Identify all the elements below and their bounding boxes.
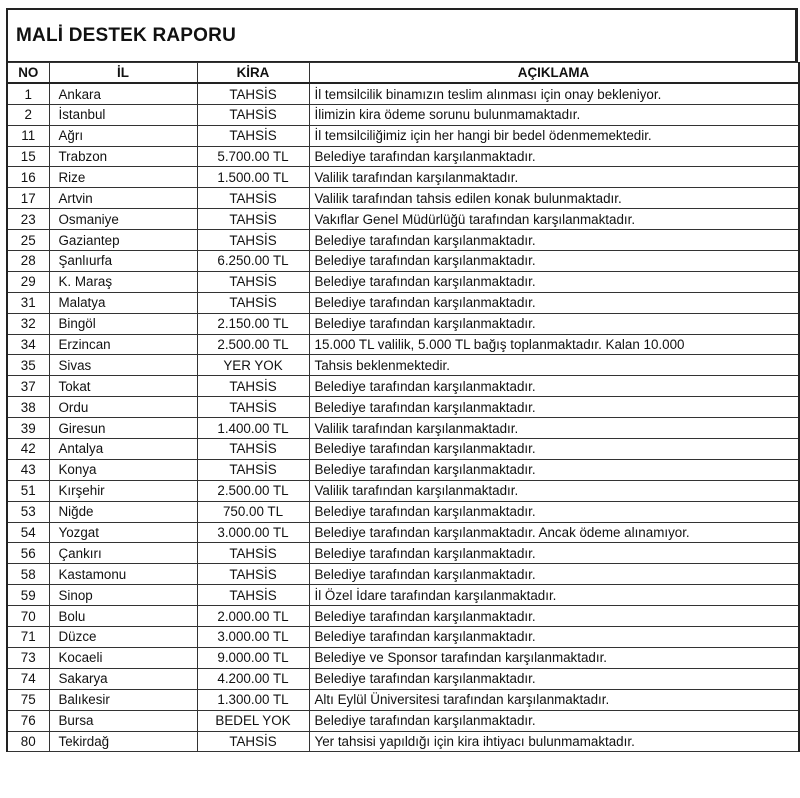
cell-il[interactable]: Kastamonu [49, 564, 197, 585]
cell-il[interactable]: Çankırı [49, 543, 197, 564]
cell-kira[interactable]: 9.000.00 TL [197, 647, 309, 668]
cell-kira[interactable]: TAHSİS [197, 83, 309, 104]
cell-no[interactable]: 2 [7, 104, 49, 125]
cell-aciklama[interactable]: Belediye tarafından karşılanmaktadır. [309, 710, 799, 731]
cell-il[interactable]: Yozgat [49, 522, 197, 543]
cell-aciklama[interactable]: Valilik tarafından karşılanmaktadır. [309, 167, 799, 188]
cell-il[interactable]: Erzincan [49, 334, 197, 355]
cell-aciklama[interactable]: Belediye tarafından karşılanmaktadır. [309, 501, 799, 522]
cell-aciklama[interactable]: İlimizin kira ödeme sorunu bulunmamaktadır. [309, 104, 799, 125]
cell-il[interactable]: Bursa [49, 710, 197, 731]
cell-no[interactable]: 29 [7, 271, 49, 292]
cell-aciklama[interactable]: Altı Eylül Üniversitesi tarafından karşılanmaktadır. [309, 689, 799, 710]
report-title-box [6, 8, 798, 62]
cell-aciklama[interactable]: Yer tahsisi yapıldığı için kira ihtiyacı bulunmamaktadır. [309, 731, 799, 752]
cell-il[interactable]: Malatya [49, 292, 197, 313]
table-row [7, 522, 799, 543]
header-no[interactable]: NO [7, 63, 49, 84]
cell-kira[interactable]: TAHSİS [197, 543, 309, 564]
cell-aciklama[interactable]: Belediye tarafından karşılanmaktadır. [309, 439, 799, 460]
cell-aciklama[interactable]: Belediye ve Sponsor tarafından karşılanmaktadır. [309, 647, 799, 668]
cell-il[interactable]: Düzce [49, 627, 197, 648]
cell-aciklama[interactable]: Belediye tarafından karşılanmaktadır. [309, 459, 799, 480]
cell-aciklama[interactable]: Belediye tarafından karşılanmaktadır. [309, 230, 799, 251]
table-row [7, 167, 799, 188]
cell-kira[interactable]: TAHSİS [197, 188, 309, 209]
table-row [7, 251, 799, 272]
cell-aciklama[interactable]: Belediye tarafından karşılanmaktadır. [309, 543, 799, 564]
table-row [7, 480, 799, 501]
cell-kira[interactable]: TAHSİS [197, 104, 309, 125]
cell-no[interactable]: 32 [7, 313, 49, 334]
cell-aciklama[interactable]: İl temsilciliğimiz için her hangi bir bedel ödenmemektedir. [309, 125, 799, 146]
cell-no[interactable]: 28 [7, 251, 49, 272]
cell-no[interactable]: 58 [7, 564, 49, 585]
header-kira[interactable]: KİRA [197, 63, 309, 84]
cell-il[interactable]: Bingöl [49, 313, 197, 334]
cell-il[interactable]: Şanlıurfa [49, 251, 197, 272]
cell-kira[interactable]: TAHSİS [197, 271, 309, 292]
cell-no[interactable]: 42 [7, 439, 49, 460]
cell-no[interactable]: 59 [7, 585, 49, 606]
cell-kira[interactable]: TAHSİS [197, 564, 309, 585]
table-row [7, 668, 799, 689]
table-row [7, 627, 799, 648]
cell-no[interactable]: 1 [7, 83, 49, 104]
table-row [7, 439, 799, 460]
cell-no[interactable]: 70 [7, 606, 49, 627]
cell-kira[interactable]: BEDEL YOK [197, 710, 309, 731]
cell-kira[interactable]: 6.250.00 TL [197, 251, 309, 272]
cell-aciklama[interactable]: Tahsis beklenmektedir. [309, 355, 799, 376]
report-sheet [6, 8, 798, 752]
report-table [6, 62, 800, 752]
cell-aciklama[interactable]: Belediye tarafından karşılanmaktadır. [309, 251, 799, 272]
cell-aciklama[interactable]: Belediye tarafından karşılanmaktadır. [309, 606, 799, 627]
table-row [7, 104, 799, 125]
table-row [7, 334, 799, 355]
table-row [7, 689, 799, 710]
cell-il[interactable]: Konya [49, 459, 197, 480]
table-row [7, 501, 799, 522]
cell-kira[interactable]: 4.200.00 TL [197, 668, 309, 689]
cell-aciklama[interactable]: Belediye tarafından karşılanmaktadır. [309, 397, 799, 418]
cell-kira[interactable]: 3.000.00 TL [197, 522, 309, 543]
cell-aciklama[interactable]: Valilik tarafından tahsis edilen konak bulunmaktadır. [309, 188, 799, 209]
cell-aciklama[interactable]: Belediye tarafından karşılanmaktadır. [309, 376, 799, 397]
cell-aciklama[interactable]: İl temsilcilik binamızın teslim alınması için onay bekleniyor. [309, 83, 799, 104]
table-row [7, 83, 799, 104]
table-row [7, 543, 799, 564]
cell-aciklama[interactable]: 15.000 TL valilik, 5.000 TL bağış toplanmaktadır. Kalan 10.000 [309, 334, 799, 355]
cell-no[interactable]: 74 [7, 668, 49, 689]
cell-no[interactable]: 39 [7, 418, 49, 439]
cell-kira[interactable]: 2.150.00 TL [197, 313, 309, 334]
cell-aciklama[interactable]: Belediye tarafından karşılanmaktadır. [309, 627, 799, 648]
cell-il[interactable]: Bolu [49, 606, 197, 627]
cell-kira[interactable]: TAHSİS [197, 230, 309, 251]
cell-il[interactable]: Osmaniye [49, 209, 197, 230]
cell-no[interactable]: 31 [7, 292, 49, 313]
cell-aciklama[interactable]: Belediye tarafından karşılanmaktadır. Ancak ödeme alınamıyor. [309, 522, 799, 543]
cell-no[interactable]: 38 [7, 397, 49, 418]
cell-il[interactable]: Giresun [49, 418, 197, 439]
cell-il[interactable]: Ankara [49, 83, 197, 104]
cell-aciklama[interactable]: Belediye tarafından karşılanmaktadır. [309, 668, 799, 689]
cell-no[interactable]: 25 [7, 230, 49, 251]
table-row [7, 459, 799, 480]
cell-il[interactable]: Gaziantep [49, 230, 197, 251]
table-row [7, 606, 799, 627]
table-row [7, 125, 799, 146]
header-aciklama[interactable]: AÇIKLAMA [309, 63, 799, 84]
cell-aciklama[interactable]: Belediye tarafından karşılanmaktadır. [309, 292, 799, 313]
table-row [7, 209, 799, 230]
cell-no[interactable]: 75 [7, 689, 49, 710]
cell-aciklama[interactable]: Belediye tarafından karşılanmaktadır. [309, 564, 799, 585]
table-row [7, 647, 799, 668]
cell-kira[interactable]: TAHSİS [197, 439, 309, 460]
cell-no[interactable]: 54 [7, 522, 49, 543]
cell-il[interactable]: Sivas [49, 355, 197, 376]
cell-kira[interactable]: TAHSİS [197, 397, 309, 418]
cell-aciklama[interactable]: Vakıflar Genel Müdürlüğü tarafından karşılanmaktadır. [309, 209, 799, 230]
cell-il[interactable]: Trabzon [49, 146, 197, 167]
cell-aciklama[interactable]: İl Özel İdare tarafından karşılanmaktadır. [309, 585, 799, 606]
cell-kira[interactable]: 1.400.00 TL [197, 418, 309, 439]
cell-kira[interactable]: TAHSİS [197, 292, 309, 313]
cell-no[interactable]: 34 [7, 334, 49, 355]
cell-kira[interactable]: 2.500.00 TL [197, 480, 309, 501]
cell-no[interactable]: 71 [7, 627, 49, 648]
table-row [7, 355, 799, 376]
report-title: MALİ DESTEK RAPORU [16, 24, 236, 46]
cell-no[interactable]: 16 [7, 167, 49, 188]
table-row [7, 313, 799, 334]
cell-no[interactable]: 80 [7, 731, 49, 752]
cell-no[interactable]: 53 [7, 501, 49, 522]
cell-kira[interactable]: TAHSİS [197, 209, 309, 230]
cell-no[interactable]: 23 [7, 209, 49, 230]
cell-kira[interactable]: 5.700.00 TL [197, 146, 309, 167]
cell-no[interactable]: 56 [7, 543, 49, 564]
cell-no[interactable]: 15 [7, 146, 49, 167]
cell-aciklama[interactable]: Valilik tarafından karşılanmaktadır. [309, 480, 799, 501]
cell-il[interactable]: Kırşehir [49, 480, 197, 501]
cell-kira[interactable]: 2.500.00 TL [197, 334, 309, 355]
cell-kira[interactable]: TAHSİS [197, 585, 309, 606]
table-row [7, 230, 799, 251]
cell-il[interactable]: Antalya [49, 439, 197, 460]
table-row [7, 710, 799, 731]
table-row [7, 271, 799, 292]
cell-aciklama[interactable]: Belediye tarafından karşılanmaktadır. [309, 146, 799, 167]
table-row [7, 292, 799, 313]
cell-kira[interactable]: TAHSİS [197, 731, 309, 752]
cell-kira[interactable]: 1.300.00 TL [197, 689, 309, 710]
cell-no[interactable]: 73 [7, 647, 49, 668]
table-row [7, 564, 799, 585]
cell-kira[interactable]: 3.000.00 TL [197, 627, 309, 648]
cell-aciklama[interactable]: Belediye tarafından karşılanmaktadır. [309, 313, 799, 334]
cell-no[interactable]: 76 [7, 710, 49, 731]
cell-kira[interactable]: TAHSİS [197, 376, 309, 397]
cell-aciklama[interactable]: Belediye tarafından karşılanmaktadır. [309, 271, 799, 292]
table-row [7, 376, 799, 397]
cell-no[interactable]: 35 [7, 355, 49, 376]
cell-kira[interactable]: YER YOK [197, 355, 309, 376]
cell-il[interactable]: Ordu [49, 397, 197, 418]
cell-il[interactable]: Sinop [49, 585, 197, 606]
cell-il[interactable]: Balıkesir [49, 689, 197, 710]
table-row [7, 397, 799, 418]
cell-il[interactable]: Artvin [49, 188, 197, 209]
cell-no[interactable]: 37 [7, 376, 49, 397]
cell-il[interactable]: Ağrı [49, 125, 197, 146]
cell-aciklama[interactable]: Valilik tarafından karşılanmaktadır. [309, 418, 799, 439]
cell-no[interactable]: 17 [7, 188, 49, 209]
table-row [7, 585, 799, 606]
table-row [7, 731, 799, 752]
cell-kira[interactable]: TAHSİS [197, 125, 309, 146]
table-row [7, 146, 799, 167]
cell-no[interactable]: 43 [7, 459, 49, 480]
cell-kira[interactable]: 1.500.00 TL [197, 167, 309, 188]
table-row [7, 418, 799, 439]
cell-kira[interactable]: 750.00 TL [197, 501, 309, 522]
cell-il[interactable]: Tokat [49, 376, 197, 397]
cell-il[interactable]: İstanbul [49, 104, 197, 125]
cell-kira[interactable]: TAHSİS [197, 459, 309, 480]
cell-il[interactable]: Sakarya [49, 668, 197, 689]
cell-il[interactable]: K. Maraş [49, 271, 197, 292]
cell-kira[interactable]: 2.000.00 TL [197, 606, 309, 627]
header-il[interactable]: İL [49, 63, 197, 84]
cell-no[interactable]: 51 [7, 480, 49, 501]
cell-il[interactable]: Tekirdağ [49, 731, 197, 752]
cell-il[interactable]: Niğde [49, 501, 197, 522]
cell-il[interactable]: Rize [49, 167, 197, 188]
cell-no[interactable]: 11 [7, 125, 49, 146]
table-row [7, 188, 799, 209]
cell-il[interactable]: Kocaeli [49, 647, 197, 668]
header-row [7, 63, 799, 84]
